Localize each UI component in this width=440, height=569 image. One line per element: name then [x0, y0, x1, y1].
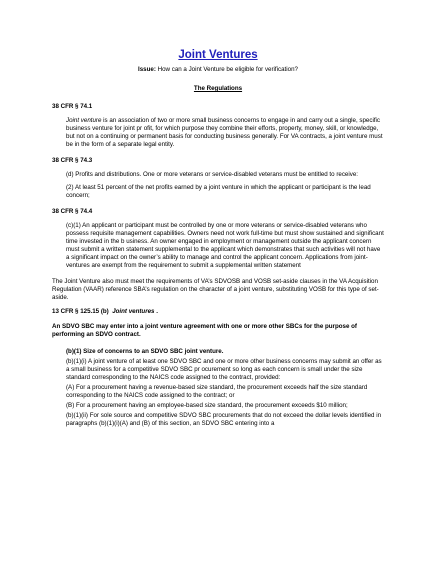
clause-a-text: (A) For a procurement having a revenue-based size standard, the procurement exceeds half the size standard corresponding to the NAICS code assigned to the contract; or: [66, 384, 368, 399]
document-title: Joint Ventures: [178, 49, 258, 61]
regulations-heading: The Regulations: [193, 85, 243, 92]
section-heading-74-3: 38 CFR § 74.3: [52, 157, 93, 164]
section-heading-74-4: 38 CFR § 74.4: [52, 208, 93, 215]
section-125-15-ref: 13 CFR § 125.15 (b): [52, 308, 109, 315]
section-125-15-tail: .: [156, 308, 158, 315]
issue-line: [52, 66, 384, 74]
clause-b-text: (B) For a procurement having an employee-based size standard, the procurement exceeds $10 million;: [66, 402, 348, 409]
issue-label: Issue:: [138, 66, 156, 73]
b1-title: [66, 348, 384, 356]
vaar-paragraph: The Joint Venture also must meet the requirements of VA’s SDVOSB and VOSB set-aside clauses in the VA Acquisition Regulation (VAAR) reference SBA’s regulation on the character of a joint venture, substituting VOSB for this type of set-aside.: [52, 278, 379, 301]
joint-venture-term: Joint venture: [66, 117, 102, 124]
section-74-1-text: [66, 117, 384, 149]
section-74-3-item-2: (2) At least 51 percent of the net profits earned by a joint venture in which the applicant or participant is the lead concern;: [66, 184, 371, 199]
section-heading-125-15: [52, 308, 384, 316]
joint-venture-definition: is an association of two or more small business concerns to engage in and carry out a single, specific business venture for joint pr ofit, for which purpose they combine their efforts, property, money, skill, or knowledge, but not on a continuing or permanent basis for conducting business generally. For VA contracts, a joint venture must be in the form of a separate legal entity.: [66, 117, 383, 148]
section-125-15-italic: Joint ventures: [112, 308, 155, 315]
sdvo-lead-paragraph: An SDVO SBC may enter into a joint venture agreement with one or more other SBCs for the purpose of performing an SDVO contract.: [52, 323, 357, 338]
b1ii-text: (b)(1)(ii) For sole source and competitive SDVO SBC procurements that do not exceed the dollar levels identified in paragraphs (b)(1)(i)(A) and (B) of this section, an SDVO SBC entering into a: [66, 412, 382, 427]
section-74-3-item-d: (d) Profits and distributions. One or more veterans or service-disabled veterans must be entitled to receive:: [66, 171, 358, 178]
section-74-4-item-c1: (c)(1) An applicant or participant must be controlled by one or more veterans or service-disabled veterans who possess requisite management capabilities. Owners need not work full-time but must show sustained and significant time invested in the b usiness. An owner engaged in employment or management outside the applicant concern must submit a written statement supplemental to the applicant which demonstrates that such activities will not have a significant impact on the owner’s ability to manage and control the applicant concern. Applications from joint-ventures are exempt from the requirement to submit a supplemental written statement: [66, 222, 384, 269]
section-heading-74-1: 38 CFR § 74.1: [52, 103, 93, 110]
b1-title-text: (b)(1) Size of concerns to an SDVO SBC joint venture.: [66, 348, 224, 355]
issue-text: How can a Joint Venture be eligible for verification?: [157, 66, 298, 73]
b1i-text: (b)(1)(i) A joint venture of at least one SDVO SBC and one or more other business concerns may submit an offer as a small business for a competitive SDVO SBC pr ocurement so long as each concern is small under the size standard corresponding to the NAICS code assigned to the contract, provided:: [66, 358, 382, 381]
